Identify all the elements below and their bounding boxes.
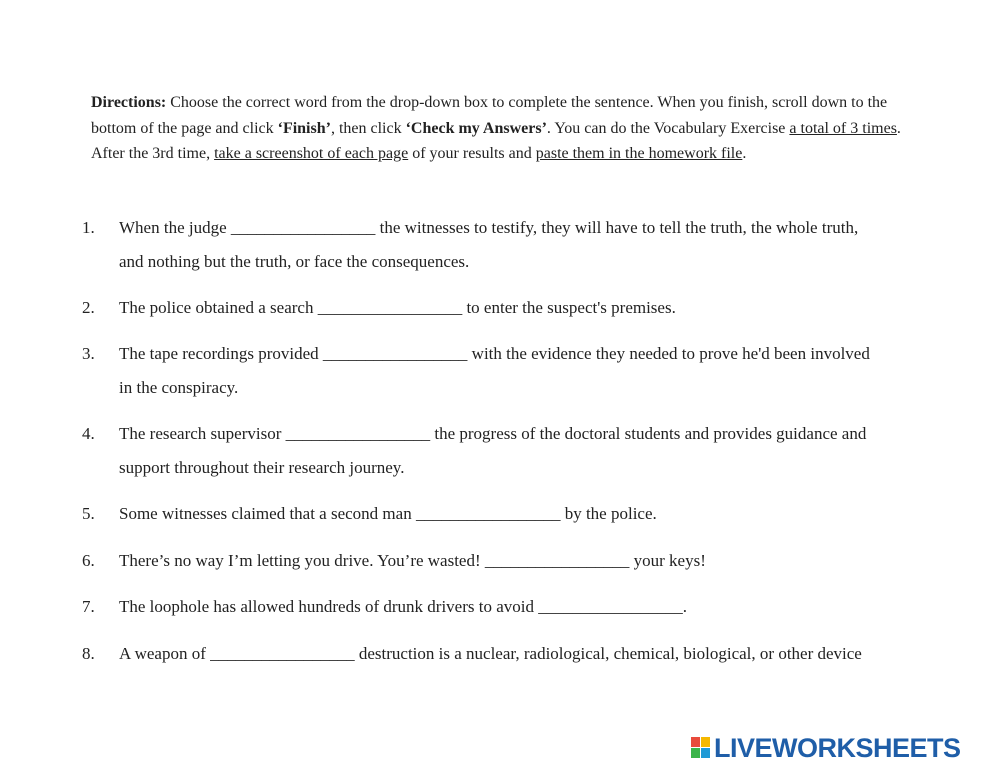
question-text: A weapon of _________________ destruction is a nuclear, radiological, chemical, biological, or other device (119, 644, 862, 663)
question-text-continued: support throughout their research journey. (119, 458, 405, 477)
logo-square-red (691, 737, 700, 747)
question-text: The police obtained a search _________________ to enter the suspect's premises. (119, 298, 676, 317)
logo-square-blue (701, 748, 710, 758)
directions-label: Directions: (91, 94, 167, 111)
screenshot-underlined: take a screenshot of each page (214, 145, 409, 162)
check-answers-keyword: ‘Check my Answers’ (405, 119, 547, 137)
directions-text-1: Choose the correct word from the drop-down box to complete the sentence. When you finish, scroll down to the bottom of the page and click (91, 94, 888, 137)
question-text-continued: in the conspiracy. (119, 378, 239, 397)
question-number: 2. (82, 298, 95, 317)
directions-text-4: . After the 3rd time, (91, 119, 901, 162)
question-text: The research supervisor _________________ the progress of the doctoral students and provides guidance and (119, 424, 867, 443)
question-number: 1. (82, 218, 95, 237)
question-number: 4. (82, 424, 95, 443)
question-text: When the judge _________________ the witnesses to testify, they will have to tell the truth, the whole truth, (119, 218, 859, 237)
logo-square-green (691, 748, 700, 758)
finish-keyword: ‘Finish’ (277, 119, 331, 137)
directions-text-6: . (742, 145, 747, 162)
question-number: 6. (82, 551, 95, 570)
directions-text-3: . You can do the Vocabulary Exercise (546, 119, 790, 137)
directions-text-2: , then click (330, 119, 406, 137)
question-text: The tape recordings provided _________________ with the evidence they needed to prove he'd been involved (119, 344, 870, 363)
liveworksheets-logo-icon (691, 737, 711, 759)
question-text: There’s no way I’m letting you drive. You’re wasted! _________________ your keys! (119, 551, 706, 570)
question-number: 3. (82, 344, 95, 363)
question-text: The loophole has allowed hundreds of drunk drivers to avoid _________________. (119, 597, 687, 616)
question-text-continued: and nothing but the truth, or face the consequences. (119, 252, 470, 271)
question-number: 8. (82, 644, 95, 663)
paste-underlined: paste them in the homework file (535, 145, 743, 162)
liveworksheets-logo-text: LIVEWORKSHEETS (714, 732, 961, 763)
directions-text-5: of your results and (408, 145, 536, 162)
question-number: 5. (82, 504, 95, 523)
question-text: Some witnesses claimed that a second man _________________ by the police. (119, 504, 657, 523)
total-times-underlined: a total of 3 times (789, 119, 897, 137)
liveworksheets-logo (691, 733, 961, 763)
logo-square-yellow (701, 737, 710, 747)
question-number: 7. (82, 597, 95, 616)
